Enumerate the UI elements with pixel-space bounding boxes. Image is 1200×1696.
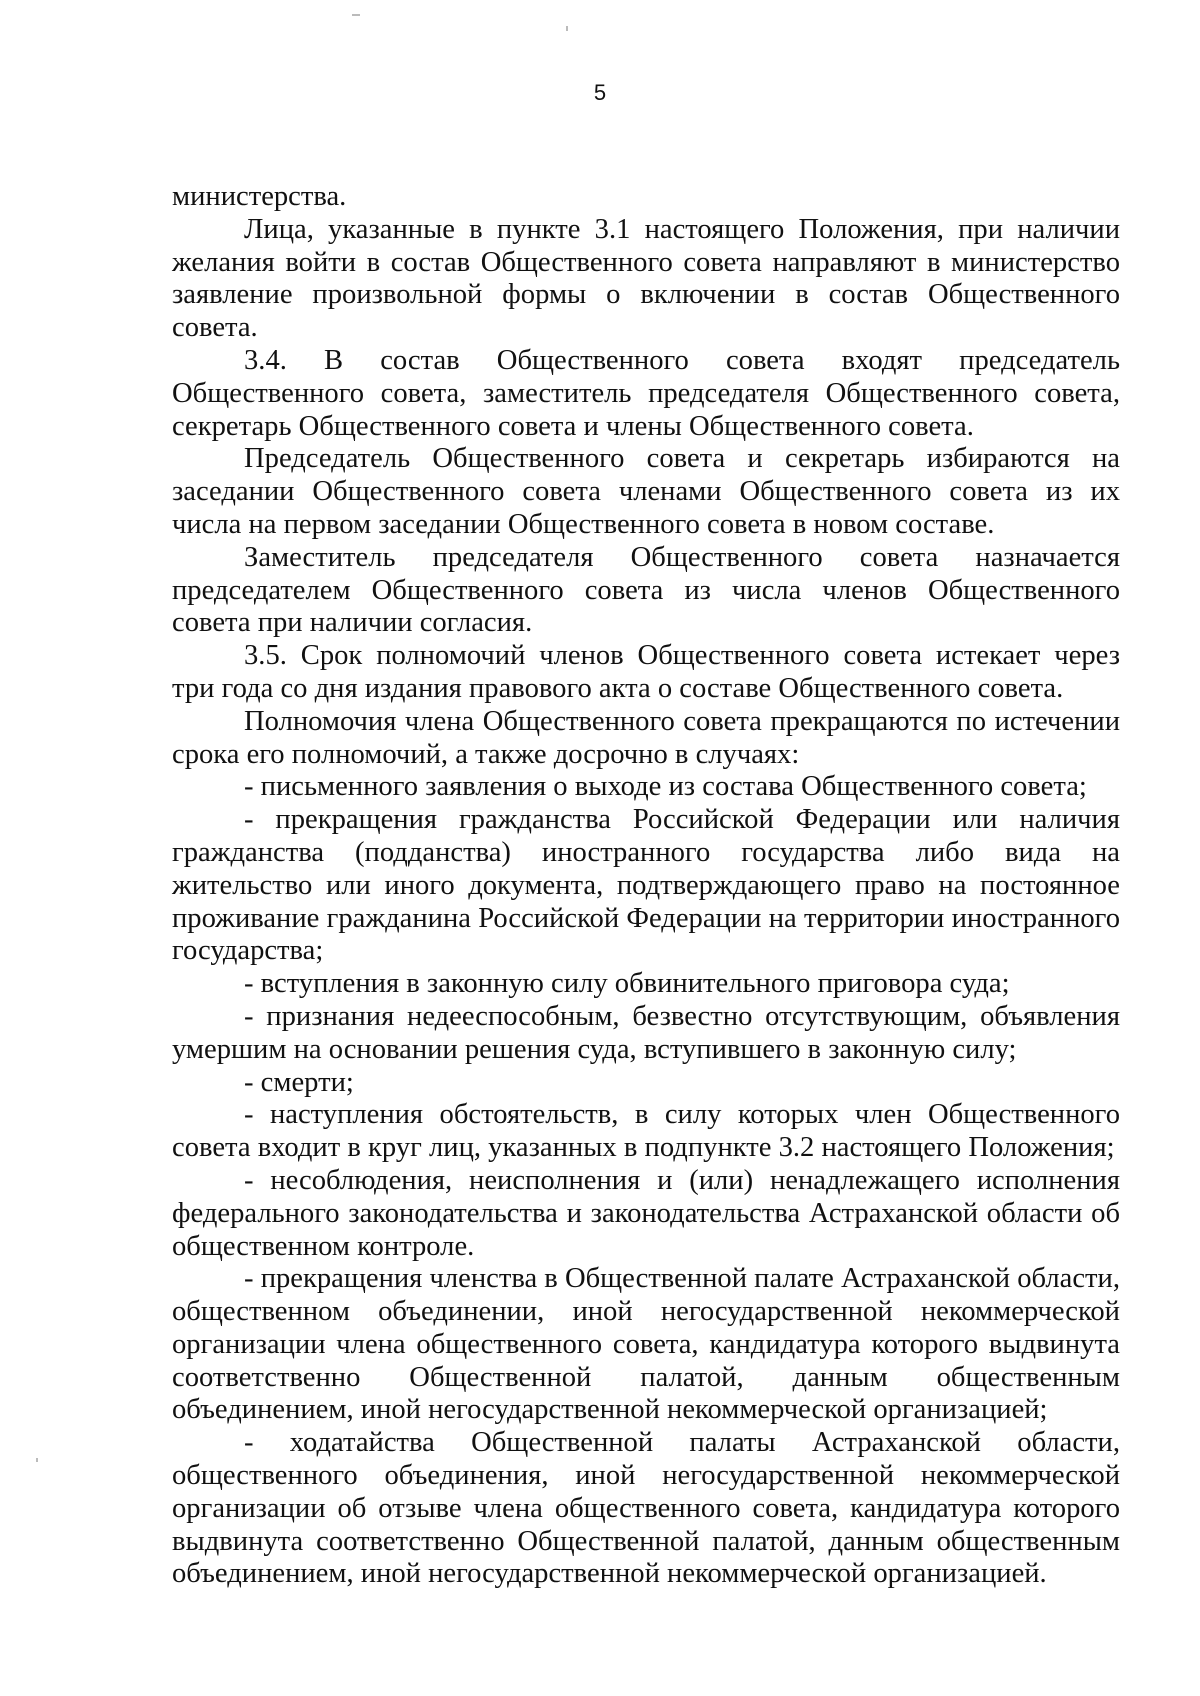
page-number: 5 bbox=[593, 80, 607, 105]
document-body bbox=[172, 181, 1120, 1591]
list-item: - несоблюдения, неисполнения и (или) ненадлежащего исполнения федерального законодательства и законодательства Астраханской области об общественном контроле. bbox=[172, 1164, 1120, 1262]
list-item: - наступления обстоятельств, в силу которых член Общественного совета входит в круг лиц, указанных в подпункте 3.2 настоящего Положения; bbox=[172, 1099, 1120, 1164]
paragraph-continuation: министерства. bbox=[172, 181, 347, 212]
list-item: - прекращения членства в Общественной палате Астраханской области, общественном объединении, иной негосударственной некоммерческой организации члена общественного совета, кандидатура которого выдвинута соответственно Общественной палатой, данным общественным объединением, иной негосударственной некоммерческой организацией; bbox=[172, 1263, 1120, 1426]
scan-artifact bbox=[352, 14, 360, 16]
list-item: - письменного заявления о выходе из состава Общественного совета; bbox=[244, 771, 1087, 803]
list-item: - признания недееспособным, безвестно отсутствующим, объявления умершим на основании решения суда, вступившего в законную силу; bbox=[172, 1000, 1120, 1065]
paragraph-section-3-5: 3.5. Срок полномочий членов Общественного совета истекает через три года со дня издания правового акта о составе Общественного совета. bbox=[172, 640, 1120, 704]
paragraph: Председатель Общественного совета и секретарь избираются на заседании Общественного совета членами Общественного совета из их числа на первом заседании Общественного совета в новом составе. bbox=[172, 443, 1120, 540]
list-item: - смерти; bbox=[244, 1066, 354, 1098]
list-item: - ходатайства Общественной палаты Астраханской области, общественного объединения, иной негосударственной некоммерческой организации об отзыве члена общественного совета, кандидатура которого выдвинута соответственно Общественной палатой, данным общественным объединением, иной негосударственной некоммерческой организацией. bbox=[172, 1427, 1120, 1590]
paragraph-section-3-4: 3.4. В состав Общественного совета входят председатель Общественного совета, заместитель председателя Общественного совета, секретарь Общественного совета и члены Общественного совета. bbox=[172, 344, 1120, 442]
scan-artifact bbox=[36, 1458, 38, 1462]
paragraph: Лица, указанные в пункте 3.1 настоящего Положения, при наличии желания войти в состав Общественного совета направляют в министерство заявление произвольной формы о включении в состав Общественного совета. bbox=[172, 213, 1120, 344]
list-item: - прекращения гражданства Российской Федерации или наличия гражданства (подданства) иностранного государства либо вида на жительство или иного документа, подтверждающего право на постоянное проживание гражданина Российской Федерации на территории иностранного государства; bbox=[172, 804, 1120, 967]
paragraph: Заместитель председателя Общественного совета назначается председателем Общественного совета из числа членов Общественного совета при наличии согласия. bbox=[172, 541, 1120, 639]
scan-artifact bbox=[566, 26, 568, 31]
paragraph: Полномочия члена Общественного совета прекращаются по истечении срока его полномочий, а также досрочно в случаях: bbox=[172, 705, 1120, 770]
list-item: - вступления в законную силу обвинительного приговора суда; bbox=[244, 968, 1010, 1000]
